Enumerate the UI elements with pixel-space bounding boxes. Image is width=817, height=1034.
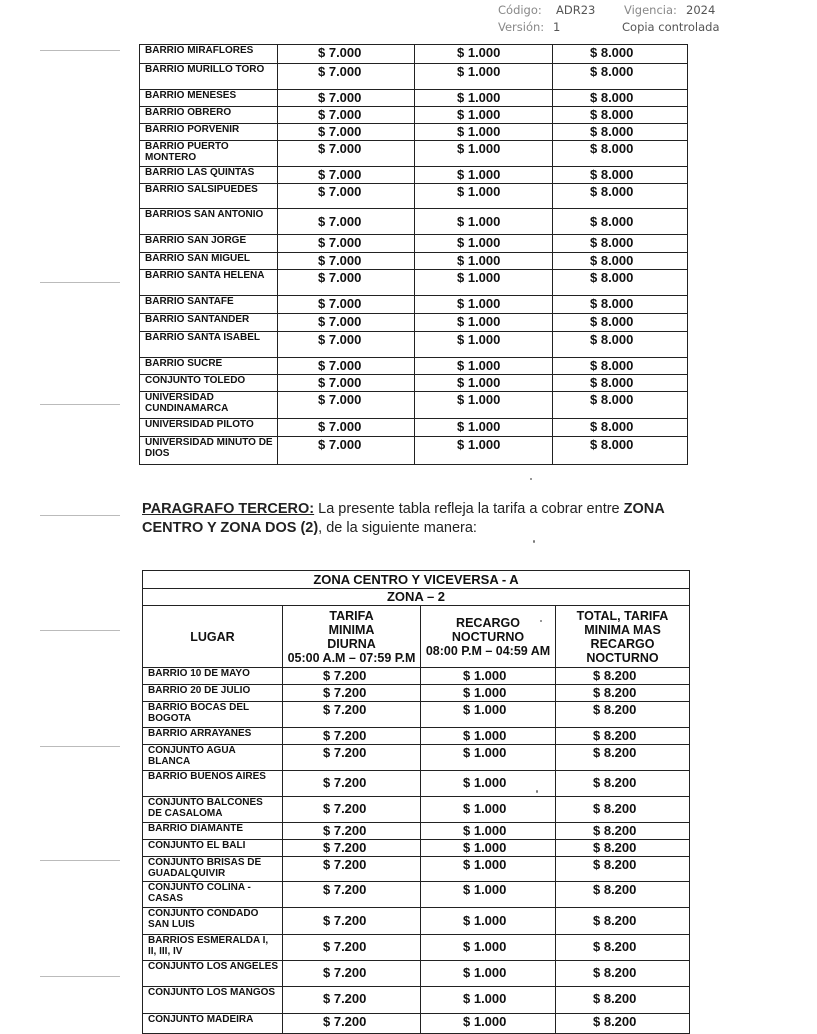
night-surcharge-cell: $ 1.000: [421, 745, 556, 771]
tariff-table-body: [143, 668, 690, 1034]
total-cell: $ 8.200: [556, 1014, 690, 1034]
place-cell: BARRIO DIAMANTE: [143, 823, 283, 840]
night-surcharge-cell: $ 1.000: [421, 935, 556, 961]
night-surcharge-cell: $ 1.000: [415, 296, 553, 314]
codigo-value: ADR23: [556, 3, 596, 17]
vigencia-label: Vigencia:: [624, 3, 677, 17]
day-rate-cell: $ 7.200: [283, 745, 421, 771]
table-row: [143, 685, 690, 702]
table-row: [140, 296, 688, 314]
scan-mark: [40, 976, 120, 977]
total-cell: $ 8.000: [553, 235, 688, 253]
total-cell: $ 8.000: [553, 314, 688, 332]
paragraph-text-end: , de la siguiente manera:: [318, 520, 477, 536]
table-row: [140, 314, 688, 332]
table-row: [140, 64, 688, 90]
day-rate-cell: $ 7.000: [278, 419, 415, 437]
day-rate-cell: $ 7.200: [283, 882, 421, 908]
night-surcharge-cell: $ 1.000: [415, 45, 553, 64]
day-rate-cell: $ 7.000: [278, 107, 415, 124]
night-surcharge-cell: $ 1.000: [415, 124, 553, 141]
night-surcharge-cell: $ 1.000: [415, 270, 553, 296]
night-surcharge-cell: $ 1.000: [421, 857, 556, 882]
tariff-table-body: [140, 45, 688, 465]
table-row: [143, 771, 690, 797]
place-cell: BARRIO BUENOS AIRES: [143, 771, 283, 797]
total-cell: $ 8.000: [553, 392, 688, 419]
place-cell: BARRIO SAN MIGUEL: [140, 253, 278, 270]
scan-speck: [533, 540, 535, 543]
night-surcharge-cell: $ 1.000: [421, 987, 556, 1014]
day-rate-cell: $ 7.200: [283, 935, 421, 961]
day-rate-cell: $ 7.200: [283, 823, 421, 840]
place-cell: UNIVERSIDAD PILOTO: [140, 419, 278, 437]
night-surcharge-cell: $ 1.000: [421, 685, 556, 702]
scan-mark: [40, 630, 120, 631]
total-cell: $ 8.000: [553, 270, 688, 296]
total-cell: $ 8.000: [553, 253, 688, 270]
table-row: [140, 253, 688, 270]
table-row: [140, 419, 688, 437]
day-rate-cell: $ 7.000: [278, 64, 415, 90]
total-cell: $ 8.000: [553, 124, 688, 141]
place-cell: BARRIO MURILLO TORO: [140, 64, 278, 90]
scan-mark: [40, 515, 120, 516]
day-rate-cell: $ 7.200: [283, 961, 421, 987]
table-row: [140, 358, 688, 375]
day-rate-cell: $ 7.200: [283, 987, 421, 1014]
day-rate-cell: $ 7.000: [278, 235, 415, 253]
total-cell: $ 8.200: [556, 857, 690, 882]
total-cell: $ 8.200: [556, 668, 690, 685]
place-cell: BARRIO 10 DE MAYO: [143, 668, 283, 685]
day-rate-cell: $ 7.200: [283, 685, 421, 702]
day-rate-cell: $ 7.000: [278, 296, 415, 314]
night-surcharge-cell: $ 1.000: [421, 771, 556, 797]
place-cell: CONJUNTO LOS MANGOS: [143, 987, 283, 1014]
day-rate-cell: $ 7.200: [283, 668, 421, 685]
place-cell: CONJUNTO AGUA BLANCA: [143, 745, 283, 771]
total-cell: $ 8.000: [553, 419, 688, 437]
table-row: [143, 728, 690, 745]
table-row: [140, 124, 688, 141]
total-cell: $ 8.200: [556, 935, 690, 961]
place-cell: BARRIOS ESMERALDA I, II, III, IV: [143, 935, 283, 961]
night-surcharge-cell: $ 1.000: [415, 253, 553, 270]
place-cell: BARRIO MENESES: [140, 90, 278, 107]
place-cell: BARRIOS SAN ANTONIO: [140, 209, 278, 235]
night-surcharge-cell: $ 1.000: [415, 314, 553, 332]
table-row: [140, 184, 688, 209]
place-cell: BARRIO LAS QUINTAS: [140, 167, 278, 184]
table-row: [143, 935, 690, 961]
day-rate-cell: $ 7.000: [278, 270, 415, 296]
total-cell: $ 8.000: [553, 184, 688, 209]
place-cell: UNIVERSIDAD MINUTO DE DIOS: [140, 437, 278, 465]
night-surcharge-cell: $ 1.000: [421, 668, 556, 685]
total-cell: $ 8.000: [553, 296, 688, 314]
scan-speck: [536, 790, 538, 793]
place-cell: UNIVERSIDAD CUNDINAMARCA: [140, 392, 278, 419]
copia-controlada: Copia controlada: [622, 20, 720, 34]
total-cell: $ 8.000: [553, 358, 688, 375]
paragraph-label: PARAGRAFO TERCERO:: [142, 501, 315, 517]
total-cell: $ 8.200: [556, 745, 690, 771]
place-cell: CONJUNTO BRISAS DE GUADALQUIVIR: [143, 857, 283, 882]
place-cell: BARRIO OBRERO: [140, 107, 278, 124]
day-rate-cell: $ 7.000: [278, 209, 415, 235]
place-cell: BARRIO SANTA HELENA: [140, 270, 278, 296]
night-surcharge-cell: $ 1.000: [415, 358, 553, 375]
total-cell: $ 8.200: [556, 771, 690, 797]
night-surcharge-cell: $ 1.000: [415, 375, 553, 392]
scan-speck: [540, 620, 542, 622]
total-cell: $ 8.000: [553, 107, 688, 124]
total-cell: $ 8.000: [553, 64, 688, 90]
day-rate-cell: $ 7.200: [283, 771, 421, 797]
day-rate-cell: $ 7.000: [278, 45, 415, 64]
total-cell: $ 8.200: [556, 840, 690, 857]
night-surcharge-cell: $ 1.000: [421, 728, 556, 745]
night-surcharge-cell: $ 1.000: [415, 141, 553, 167]
col-night-surcharge-title: RECARGO NOCTURNO: [451, 615, 525, 644]
night-surcharge-cell: $ 1.000: [415, 184, 553, 209]
day-rate-cell: $ 7.200: [283, 728, 421, 745]
day-rate-cell: $ 7.200: [283, 797, 421, 823]
total-cell: $ 8.000: [553, 437, 688, 465]
place-cell: BARRIO 20 DE JULIO: [143, 685, 283, 702]
table-row: [143, 908, 690, 935]
place-cell: CONJUNTO CONDADO SAN LUIS: [143, 908, 283, 935]
total-cell: $ 8.000: [553, 167, 688, 184]
table-row: [140, 437, 688, 465]
day-rate-cell: $ 7.000: [278, 167, 415, 184]
table-row: [140, 90, 688, 107]
table-row: [140, 392, 688, 419]
total-cell: $ 8.000: [553, 141, 688, 167]
table-row: [143, 702, 690, 728]
night-surcharge-cell: $ 1.000: [415, 392, 553, 419]
place-cell: CONJUNTO LOS ANGELES: [143, 961, 283, 987]
table-row: [143, 797, 690, 823]
scan-mark: [40, 860, 120, 861]
day-rate-cell: $ 7.000: [278, 124, 415, 141]
place-cell: BARRIO SALSIPUEDES: [140, 184, 278, 209]
night-surcharge-cell: $ 1.000: [421, 840, 556, 857]
scan-mark: [40, 50, 120, 51]
paragrafo-tercero: [142, 500, 687, 538]
table-row: [143, 961, 690, 987]
col-day-rate-hours: 05:00 A.M – 07:59 P.M: [287, 650, 416, 665]
day-rate-cell: $ 7.200: [283, 908, 421, 935]
codigo-label: Código:: [498, 3, 542, 17]
night-surcharge-cell: $ 1.000: [415, 235, 553, 253]
version-value: 1: [553, 20, 561, 34]
total-cell: $ 8.000: [553, 332, 688, 358]
night-surcharge-cell: $ 1.000: [421, 702, 556, 728]
place-cell: BARRIO SANTA ISABEL: [140, 332, 278, 358]
table-row: [140, 332, 688, 358]
col-night-surcharge: [421, 606, 556, 668]
day-rate-cell: $ 7.200: [283, 857, 421, 882]
table-row: [143, 668, 690, 685]
total-cell: $ 8.200: [556, 728, 690, 745]
total-cell: $ 8.200: [556, 882, 690, 908]
col-day-rate-title: TARIFA MINIMA DIURNA: [327, 608, 376, 651]
tariff-table-zone-centro: [139, 44, 688, 465]
vigencia-value: 2024: [686, 3, 716, 17]
total-cell: $ 8.000: [553, 45, 688, 64]
night-surcharge-cell: $ 1.000: [421, 823, 556, 840]
table-row: [140, 141, 688, 167]
total-cell: $ 8.200: [556, 702, 690, 728]
night-surcharge-cell: $ 1.000: [415, 419, 553, 437]
scan-mark: [40, 282, 120, 283]
column-header-row: [143, 606, 690, 668]
scan-mark: [40, 746, 120, 747]
zone-title: ZONA CENTRO Y VICEVERSA - A: [143, 571, 690, 589]
table-row: [143, 857, 690, 882]
total-cell: $ 8.000: [553, 90, 688, 107]
place-cell: CONJUNTO EL BALI: [143, 840, 283, 857]
day-rate-cell: $ 7.000: [278, 141, 415, 167]
total-cell: $ 8.200: [556, 987, 690, 1014]
night-surcharge-cell: $ 1.000: [415, 90, 553, 107]
night-surcharge-cell: $ 1.000: [421, 797, 556, 823]
table-row: [143, 745, 690, 771]
day-rate-cell: $ 7.000: [278, 314, 415, 332]
day-rate-cell: $ 7.000: [278, 90, 415, 107]
place-cell: BARRIO SANTANDER: [140, 314, 278, 332]
total-cell: $ 8.200: [556, 908, 690, 935]
col-day-rate: [283, 606, 421, 668]
night-surcharge-cell: $ 1.000: [421, 908, 556, 935]
place-cell: BARRIO PUERTO MONTERO: [140, 141, 278, 167]
tariff-table-head: [143, 571, 690, 668]
document-header: [0, 0, 817, 40]
place-cell: CONJUNTO MADEIRA: [143, 1014, 283, 1034]
night-surcharge-cell: $ 1.000: [421, 882, 556, 908]
table-row: [140, 107, 688, 124]
table-row: [143, 823, 690, 840]
day-rate-cell: $ 7.200: [283, 702, 421, 728]
paragraph-text: La presente tabla refleja la tarifa a cobrar entre: [314, 501, 624, 517]
day-rate-cell: $ 7.000: [278, 437, 415, 465]
night-surcharge-cell: $ 1.000: [415, 437, 553, 465]
zone-subtitle-row: [143, 589, 690, 606]
table-row: [140, 209, 688, 235]
col-lugar: LUGAR: [143, 606, 283, 668]
col-night-surcharge-hours: 08:00 P.M – 04:59 AM: [425, 643, 551, 658]
table-row: [143, 882, 690, 908]
tariff-table-zone-2: [142, 570, 690, 1034]
day-rate-cell: $ 7.000: [278, 332, 415, 358]
day-rate-cell: $ 7.000: [278, 392, 415, 419]
day-rate-cell: $ 7.000: [278, 358, 415, 375]
place-cell: BARRIO MIRAFLORES: [140, 45, 278, 64]
table-row: [143, 987, 690, 1014]
place-cell: BARRIO SANTAFE: [140, 296, 278, 314]
place-cell: CONJUNTO BALCONES DE CASALOMA: [143, 797, 283, 823]
scan-speck: [530, 478, 532, 480]
place-cell: BARRIO PORVENIR: [140, 124, 278, 141]
zone-title-row: [143, 571, 690, 589]
table-row: [140, 375, 688, 392]
night-surcharge-cell: $ 1.000: [415, 332, 553, 358]
total-cell: $ 8.200: [556, 961, 690, 987]
version-label: Versión:: [498, 20, 545, 34]
night-surcharge-cell: $ 1.000: [421, 1014, 556, 1034]
place-cell: CONJUNTO TOLEDO: [140, 375, 278, 392]
day-rate-cell: $ 7.200: [283, 1014, 421, 1034]
night-surcharge-cell: $ 1.000: [415, 107, 553, 124]
table-row: [140, 45, 688, 64]
total-cell: $ 8.200: [556, 685, 690, 702]
total-cell: $ 8.200: [556, 797, 690, 823]
place-cell: CONJUNTO COLINA - CASAS: [143, 882, 283, 908]
day-rate-cell: $ 7.000: [278, 253, 415, 270]
place-cell: BARRIO BOCAS DEL BOGOTA: [143, 702, 283, 728]
paragraph-zones: ZONA CENTRO Y ZONA DOS (2): [142, 501, 665, 536]
place-cell: BARRIO SUCRE: [140, 358, 278, 375]
col-total: TOTAL, TARIFA MINIMA MAS RECARGO NOCTURNO: [556, 606, 690, 668]
day-rate-cell: $ 7.200: [283, 840, 421, 857]
table-row: [140, 270, 688, 296]
total-cell: $ 8.000: [553, 375, 688, 392]
night-surcharge-cell: $ 1.000: [415, 209, 553, 235]
night-surcharge-cell: $ 1.000: [421, 961, 556, 987]
total-cell: $ 8.200: [556, 823, 690, 840]
table-row: [140, 235, 688, 253]
total-cell: $ 8.000: [553, 209, 688, 235]
zone-subtitle: ZONA – 2: [143, 589, 690, 606]
day-rate-cell: $ 7.000: [278, 375, 415, 392]
scan-mark: [40, 404, 120, 405]
night-surcharge-cell: $ 1.000: [415, 64, 553, 90]
day-rate-cell: $ 7.000: [278, 184, 415, 209]
place-cell: BARRIO ARRAYANES: [143, 728, 283, 745]
table-row: [140, 167, 688, 184]
night-surcharge-cell: $ 1.000: [415, 167, 553, 184]
table-row: [143, 840, 690, 857]
place-cell: BARRIO SAN JORGE: [140, 235, 278, 253]
